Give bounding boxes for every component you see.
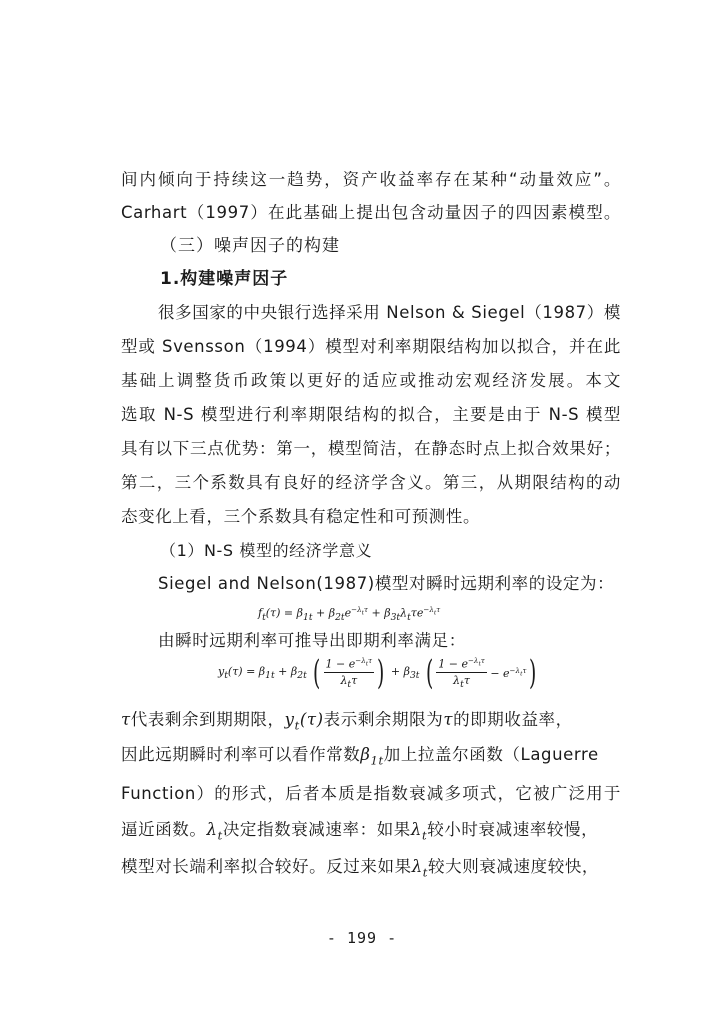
text-span: 因此远期瞬时利率可以看作常数 [121, 745, 361, 764]
text-line: Siegel and Nelson(1987)模型对瞬时远期利率的设定为： [158, 574, 615, 593]
text-line [121, 710, 621, 735]
text-line [121, 857, 621, 882]
text-line: Carhart（1997）在此基础上提出包含动量因子的四因素模型。 [121, 203, 621, 222]
text-line: 第二，三个系数具有良好的经济学含义。第三，从期限结构的动 [121, 473, 621, 492]
text-line: Function）的形式，后者本质是指数衰减多项式，它被广泛用于 [121, 784, 621, 803]
text-line: 由瞬时远期利率可推导出即期利率满足： [158, 631, 466, 650]
subheading: 1.构建噪声因子 [160, 269, 289, 289]
equation-spot-rate: $y_t(\tau) = \beta_{1t} + \beta_{2t}$ ( $\frac{1 - e^{-\lambda_t\tau}}{\lambda_t\tau}$ ) + $\beta_{3t}$ ( $\frac{1 - e^{-\lambda_t\tau}}{\lambda_t\tau}$ − $e^{-\lambda_t\tau}$) [218, 653, 537, 693]
math-lambda-t: $\lambda_t$ [411, 857, 429, 880]
text-line: 基础上调整货币政策以更好的适应或推动宏观经济发展。本文 [121, 371, 621, 390]
text-span: 表示剩余期限为 [323, 710, 444, 729]
text-span: 的即期收益率， [453, 710, 573, 729]
text-span: 模型对长端利率拟合较好。反过来如果 [121, 857, 412, 876]
subsection-heading: （1）N-S 模型的经济学意义 [160, 541, 373, 560]
text-line: 具有以下三点优势：第一，模型简洁，在静态时点上拟合效果好； [121, 439, 621, 458]
text-span: 较大则衰减速度较快， [428, 857, 600, 876]
tau-symbol: τ [121, 710, 131, 729]
math-yt: $y_t(\tau)$ [284, 710, 324, 733]
section-heading: （三）噪声因子的构建 [160, 236, 340, 256]
text-span: 较小时衰减速率较慢， [427, 820, 599, 839]
text-span: 代表剩余到期期限， [130, 710, 285, 729]
text-span: 决定指数衰减速率：如果 [222, 820, 411, 839]
text-span: 加上拉盖尔函数（Laguerre [383, 745, 599, 764]
text-line [121, 820, 621, 845]
math-beta1t: $\beta_{1t}$ [360, 745, 384, 768]
math-lambda-t: $\lambda_t$ [206, 820, 223, 843]
text-line [121, 745, 621, 770]
text-line: 态变化上看，三个系数具有稳定性和可预测性。 [121, 507, 481, 526]
text-line: 间内倾向于持续这一趋势，资产收益率存在某种“动量效应”。 [121, 170, 621, 189]
text-line: 型或 Svensson（1994）模型对利率期限结构加以拟合，并在此 [121, 337, 621, 356]
page-number: - 199 - [326, 929, 398, 947]
math-lambda-t: $\lambda_t$ [410, 820, 428, 843]
text-line: 选取 N-S 模型进行利率期限结构的拟合，主要是由于 N-S 模型 [121, 405, 621, 424]
tau-symbol: τ [443, 710, 454, 729]
text-line: 很多国家的中央银行选择采用 Nelson & Siegel（1987）模 [158, 303, 621, 322]
text-span: 逼近函数。 [121, 820, 207, 839]
equation-forward-rate: $f_t(\tau) = \beta_{1t} + \beta_{2t}e^{-\lambda_t\tau} + \beta_{3t}\lambda_t\tau e^{-\lambda_t\tau}$ [258, 605, 441, 623]
